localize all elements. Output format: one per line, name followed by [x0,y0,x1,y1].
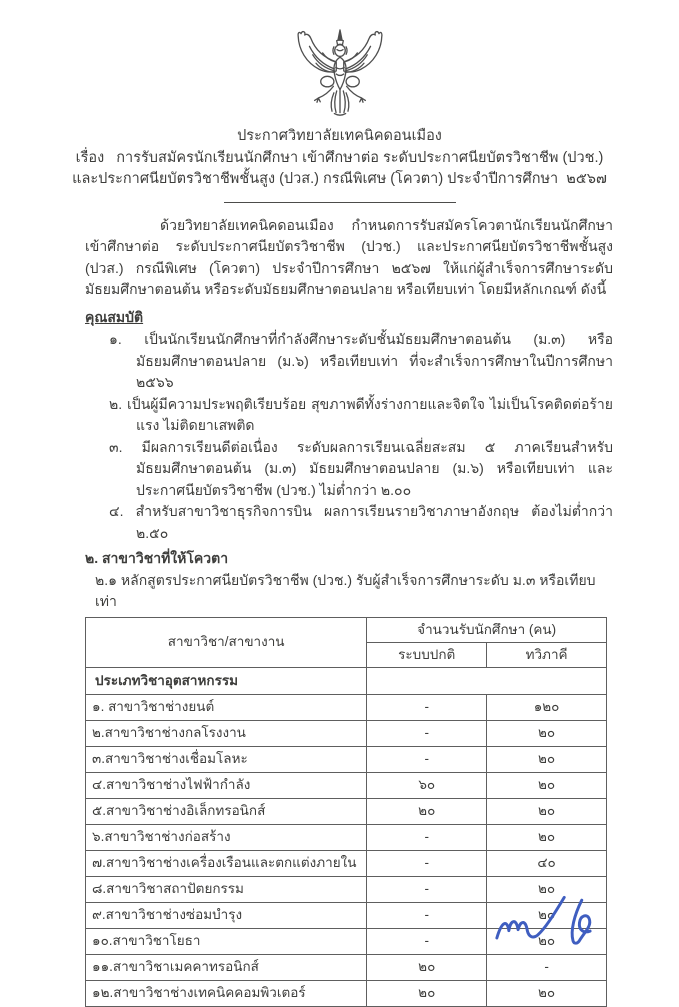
item-text: เป็นนักเรียนนักศึกษาที่กำลังศึกษาระดับชั้นมัธยมศึกษาตอนต้น (ม.๓) หรือมัธยมศึกษาตอนปลาย (ม.๖) หรือเทียบเท่า ที่จะสำเร็จการศึกษาในปีการศึกษา ๒๕๖๖ [136,331,613,390]
intro-paragraph: ด้วยวิทยาลัยเทคนิคดอนเมือง กำหนดการรับสมัครโควตานักเรียนนักศึกษา เข้าศึกษาต่อ ระดับประกาศนียบัตรวิชาชีพ (ปวช.) และประกาศนียบัตรวิชาชีพชั้นสูง (ปวส.) กรณีพิเศษ (โควตา) ประจำปีการศึกษา ๒๕๖๗ ให้แก่ผู้สำเร็จการศึกษาระดับมัธยมศึกษาตอนต้น หรือระดับมัธยมศึกษาตอนปลาย หรือเทียบเท่า โดยมีหลักเกณฑ์ ดังนี้ [85,216,613,297]
normal-count: ๒๐ [367,954,487,980]
bilateral-count: ๒๐ [487,902,607,928]
bilateral-count: ๒๐ [487,980,607,1006]
title-line-2: เรื่อง การรับสมัครนักเรียนนักศึกษา เข้าศึกษาต่อ ระดับประกาศนียบัตรวิชาชีพ (ปวช.) [75,149,604,166]
item-number: ๓. [109,438,123,455]
normal-count: - [367,746,487,772]
normal-count: ๒๐ [367,798,487,824]
title-line-1: ประกาศวิทยาลัยเทคนิคดอนเมือง [237,128,442,144]
program-name: ๑๐.สาขาวิชาโยธา [86,928,367,954]
bilateral-count: ๒๐ [487,824,607,850]
program-name: ๕.สาขาวิชาช่างอิเล็กทรอนิกส์ [86,798,367,824]
normal-count: - [367,850,487,876]
document-body [0,215,679,1007]
table-header-row [86,617,607,642]
section2-subheading: ๒.๑ หลักสูตรประกาศนียบัตรวิชาชีพ (ปวช.) รับผู้สำเร็จการศึกษาระดับ ม.๓ หรือเทียบเท่า [95,571,596,609]
bilateral-count: ๒๐ [487,876,607,902]
bilateral-count: ๒๐ [487,928,607,954]
bilateral-count: ๒๐ [487,798,607,824]
qualification-item [109,501,613,544]
bilateral-count: ๑๒๐ [487,694,607,720]
column-header-quota-group: จำนวนรับนักศึกษา (คน) [367,617,607,642]
item-number: ๑. [109,331,122,347]
normal-count: - [367,928,487,954]
program-name: ๑๒.สาขาวิชาช่างเทคนิคคอมพิวเตอร์ [86,980,367,1006]
table-row [86,746,607,772]
signature-ink [489,890,621,962]
program-name: ๔.สาขาวิชาช่างไฟฟ้ากำลัง [86,772,367,798]
table-row [86,720,607,746]
bilateral-count: ๒๐ [487,746,607,772]
document-page [0,28,679,1000]
normal-count: - [367,720,487,746]
table-row [86,850,607,876]
bilateral-count: ๒๐ [487,720,607,746]
signature-icon [489,890,621,962]
normal-count: - [367,876,487,902]
bilateral-count: ๒๐ [487,772,607,798]
program-name: ๖.สาขาวิชาช่างก่อสร้าง [86,824,367,850]
bilateral-count: ๔๐ [487,850,607,876]
column-header-bilateral: ทวิภาคี [487,642,607,667]
qualification-item [109,394,613,437]
garuda-emblem-icon [292,28,388,122]
column-header-normal: ระบบปกติ [367,642,487,667]
group-label: ประเภทวิชาอุตสาหกรรม [86,667,367,694]
title-line-3: และประกาศนียบัตรวิชาชีพชั้นสูง (ปวส.) กรณีพิเศษ (โควตา) ประจำปีการศึกษา ๒๕๖๗ [72,171,607,187]
program-name: ๗.สาขาวิชาช่างเครื่องเรือนและตกแต่งภายใน [86,850,367,876]
bilateral-count: - [487,954,607,980]
title-divider [224,202,456,203]
qualification-item [109,437,613,502]
table-group-row [86,667,607,694]
normal-count: ๖๐ [367,772,487,798]
table-row [86,824,607,850]
item-text: สำหรับสาขาวิชาธุรกิจการบิน ผลการเรียนรายวิชาภาษาอังกฤษ ต้องไม่ต่ำกว่า ๒.๕๐ [135,503,613,541]
item-text: มีผลการเรียนดีต่อเนื่อง ระดับผลการเรียนเฉลี่ยสะสม ๕ ภาคเรียนสำหรับมัธยมศึกษาตอนต้น (ม.๓) มัธยมศึกษาตอนปลาย (ม.๖) หรือเทียบเท่า และประกาศนียบัตรวิชาชีพ (ปวช.) ไม่ต่ำกว่า ๒.๐๐ [136,438,614,498]
table-row [86,694,607,720]
program-name: ๘.สาขาวิชาสถาปัตยกรรม [86,876,367,902]
announcement-title [0,126,679,191]
item-number: ๒. [109,395,123,412]
normal-count: - [367,694,487,720]
group-empty-cell [367,667,607,694]
program-name: ๒.สาขาวิชาช่างกลโรงงาน [86,720,367,746]
qualifications-heading: คุณสมบัติ [85,308,144,325]
program-name: ๙.สาขาวิชาช่างซ่อมบำรุง [86,902,367,928]
program-name: ๑. สาขาวิชาช่างยนต์ [86,694,367,720]
garuda-emblem [292,28,388,122]
program-name: ๑๑.สาขาวิชาเมคคาทรอนิกส์ [86,954,367,980]
column-header-program: สาขาวิชา/สาขางาน [86,617,367,667]
table-row [86,772,607,798]
qualification-item [109,329,613,394]
section2-heading: ๒. สาขาวิชาที่ให้โควตา [85,550,229,566]
table-row [86,798,607,824]
item-number: ๔. [109,503,124,519]
normal-count: ๒๐ [367,980,487,1006]
normal-count: - [367,902,487,928]
item-text: เป็นผู้มีความประพฤติเรียบร้อย สุขภาพดีทั้งร่างกายและจิตใจ ไม่เป็นโรคติดต่อร้ายแรง ไม่ติดยาเสพติด [127,395,613,433]
program-name: ๓.สาขาวิชาช่างเชื่อมโลหะ [86,746,367,772]
normal-count: - [367,824,487,850]
table-row [86,980,607,1006]
